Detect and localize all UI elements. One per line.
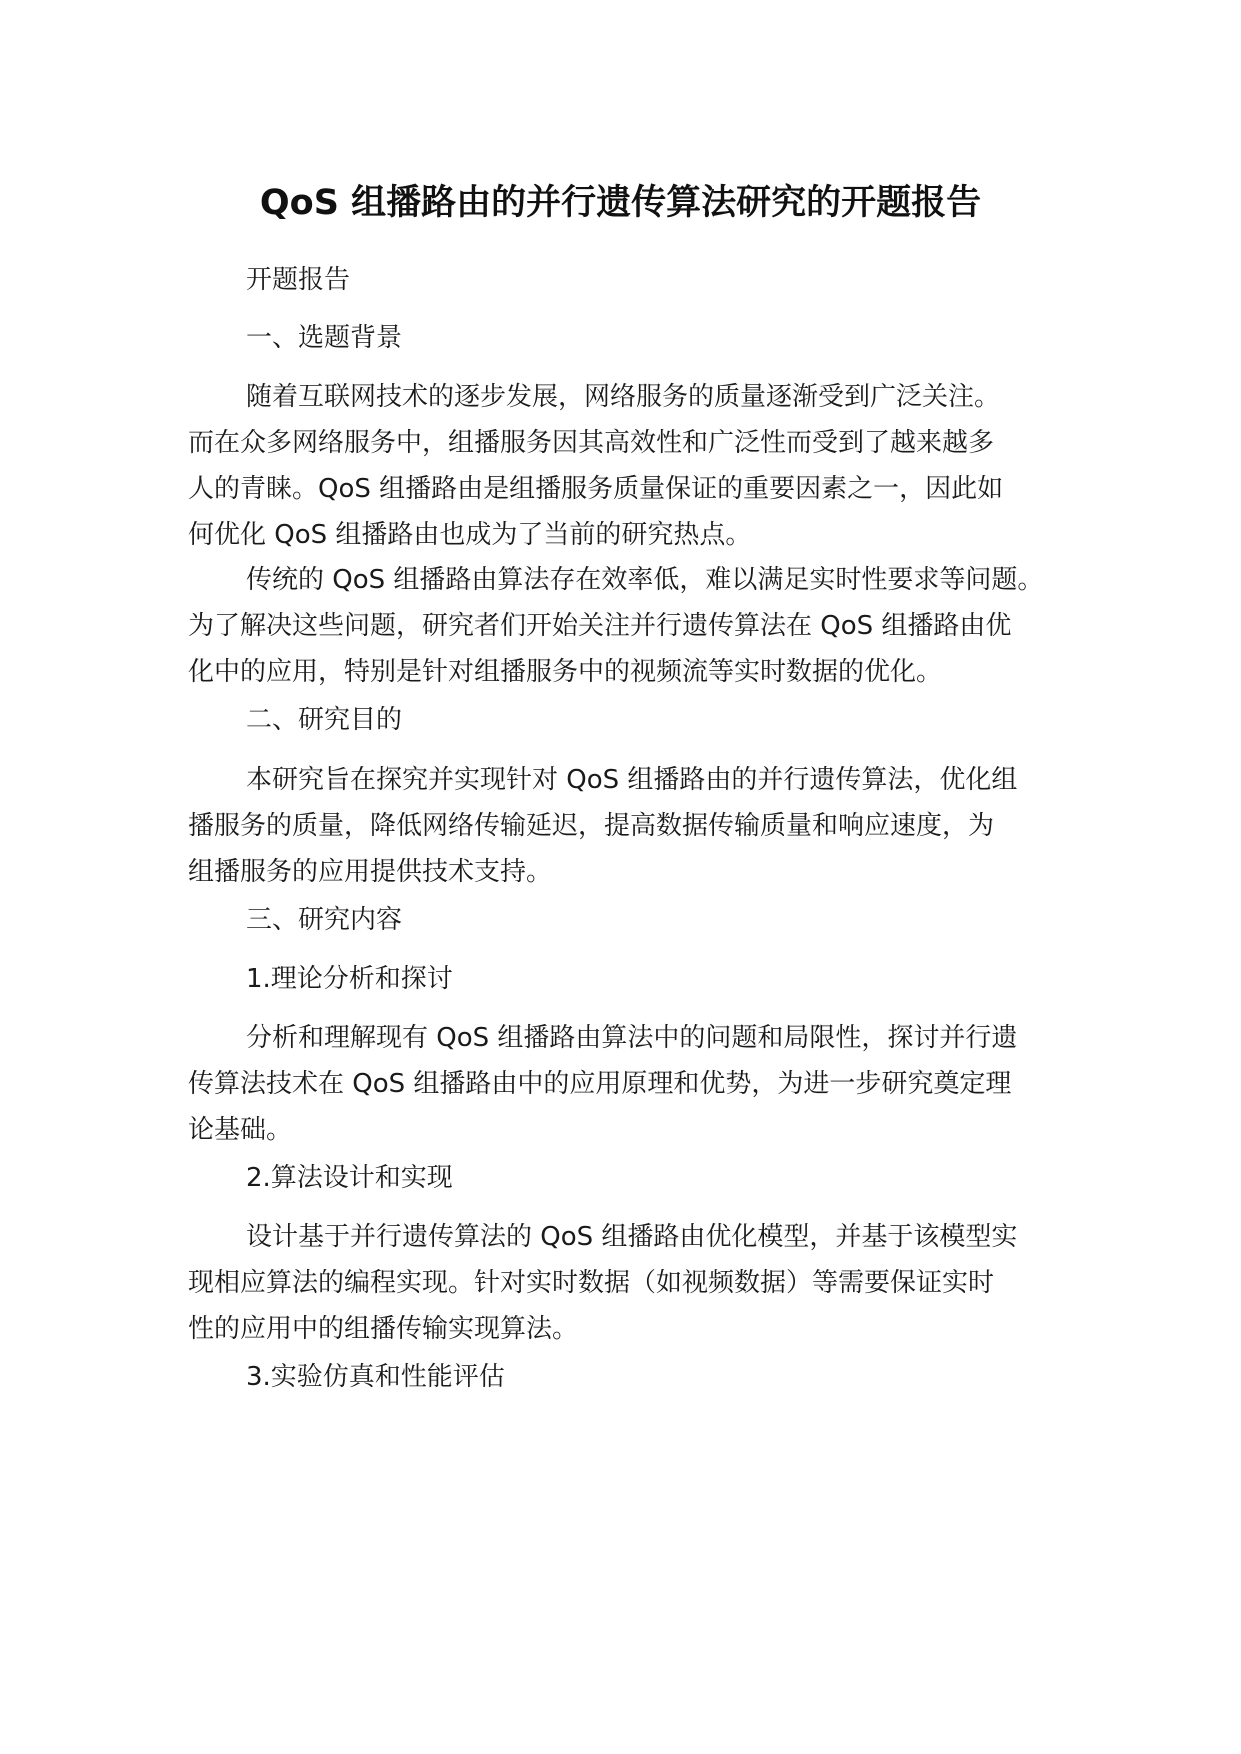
- document-title: QoS 组播路由的并行遗传算法研究的开题报告: [259, 183, 982, 223]
- subsection-heading-3: 3.实验仿真和性能评估: [246, 1362, 505, 1392]
- text-line: 论基础。: [188, 1115, 293, 1145]
- subsection-heading-1: 1.理论分析和探讨: [246, 964, 453, 994]
- text-line: 传算法技术在 QoS 组播路由中的应用原理和优势，为进一步研究奠定理: [188, 1069, 1012, 1099]
- text-line: 而在众多网络服务中，组播服务因其高效性和广泛性而受到了越来越多: [188, 428, 995, 458]
- subsection-heading-2: 2.算法设计和实现: [246, 1163, 453, 1193]
- text-line: 本研究旨在探究并实现针对 QoS 组播路由的并行遗传算法，优化组: [246, 765, 1018, 795]
- text-line: 播服务的质量，降低网络传输延迟，提高数据传输质量和响应速度，为: [188, 811, 995, 841]
- text-line: 为了解决这些问题，研究者们开始关注并行遗传算法在 QoS 组播路由优: [188, 611, 1012, 641]
- report-label: 开题报告: [246, 265, 351, 295]
- subsection-1-paragraph: [188, 1015, 1068, 1153]
- text-line: 人的青睐。QoS 组播路由是组播服务质量保证的重要因素之一，因此如: [188, 474, 1004, 504]
- text-line: 分析和理解现有 QoS 组播路由算法中的问题和局限性，探讨并行遗: [246, 1023, 1018, 1053]
- background-paragraph-1: [188, 374, 1068, 558]
- text-line: 何优化 QoS 组播路由也成为了当前的研究热点。: [188, 520, 752, 550]
- text-line: 现相应算法的编程实现。针对实时数据（如视频数据）等需要保证实时: [188, 1268, 995, 1298]
- purpose-paragraph: [188, 757, 1068, 895]
- text-line: 设计基于并行遗传算法的 QoS 组播路由优化模型，并基于该模型实: [246, 1222, 1018, 1252]
- text-line: 传统的 QoS 组播路由算法存在效率低，难以满足实时性要求等问题。: [246, 565, 1044, 595]
- text-line: 组播服务的应用提供技术支持。: [188, 857, 553, 887]
- section-heading-purpose: 二、研究目的: [246, 705, 403, 735]
- text-line: 随着互联网技术的逐步发展，网络服务的质量逐渐受到广泛关注。: [246, 382, 1001, 412]
- background-paragraph-2: [188, 557, 1068, 695]
- text-line: 化中的应用，特别是针对组播服务中的视频流等实时数据的优化。: [188, 657, 943, 687]
- section-heading-background: 一、选题背景: [246, 323, 403, 353]
- text-line: 性的应用中的组播传输实现算法。: [188, 1314, 579, 1344]
- subsection-2-paragraph: [188, 1214, 1068, 1352]
- section-heading-content: 三、研究内容: [246, 905, 403, 935]
